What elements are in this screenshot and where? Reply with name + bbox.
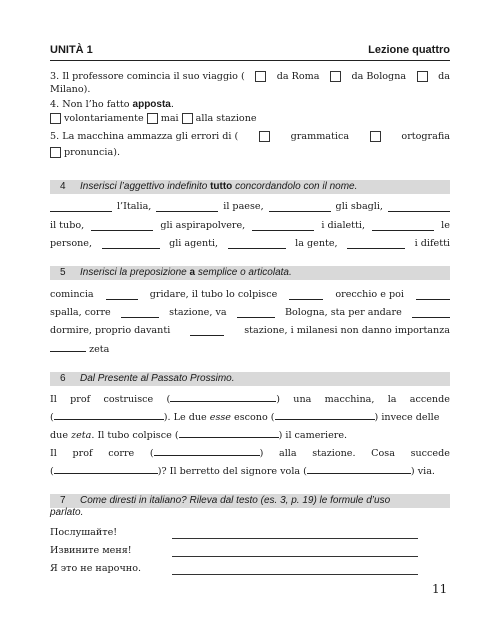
blank[interactable] — [154, 446, 260, 456]
task-number: 7 — [60, 495, 66, 506]
checkbox-ortografia[interactable] — [370, 131, 381, 142]
task-7-banner — [50, 494, 450, 508]
checkbox-pronuncia[interactable] — [50, 147, 61, 158]
blank[interactable] — [412, 308, 450, 318]
task-5-banner — [50, 266, 450, 280]
unit-title: UNITÀ 1 — [50, 44, 93, 56]
task-6-line-5: ( )? Il berretto del signore vola ( ) via. — [50, 466, 435, 477]
task-5-line-3: dormire, proprio davanti stazione, i milanesi non danno importanza — [50, 325, 450, 336]
blank[interactable] — [372, 221, 434, 231]
blank[interactable] — [190, 326, 224, 336]
page-number: 11 — [432, 582, 448, 596]
checkbox-da-milano[interactable] — [417, 71, 428, 82]
checkbox-da-roma[interactable] — [255, 71, 266, 82]
blank[interactable] — [289, 290, 323, 300]
task-5-line-4: zeta — [50, 342, 450, 356]
russian-phrase-1: Послушайте! — [50, 527, 118, 538]
task-6-banner — [50, 372, 450, 386]
blank[interactable] — [156, 202, 218, 212]
lesson-title: Lezione quattro — [368, 44, 450, 56]
blank[interactable] — [307, 464, 411, 474]
task-6-line-4: Il prof corre ( ) alla stazione. Cosa succede — [50, 447, 450, 459]
blank[interactable] — [269, 202, 331, 212]
blank[interactable] — [228, 239, 286, 249]
question-5-cont: pronuncia). — [50, 146, 450, 159]
task-4-line-2: il tubo, gli aspirapolvere, i dialetti, le — [50, 220, 450, 231]
checkbox-da-bologna[interactable] — [330, 71, 341, 82]
blank[interactable] — [50, 342, 86, 352]
blank[interactable] — [106, 290, 138, 300]
blank[interactable] — [252, 221, 314, 231]
blank[interactable] — [237, 308, 275, 318]
task-6-line-2: ( ). Le due esse escono ( ) invece delle — [50, 412, 440, 423]
checkbox-alla-stazione[interactable] — [182, 113, 193, 124]
task-instruction: Inserisci la preposizione a semplice o articolata. — [80, 267, 292, 278]
checkbox-volontariamente[interactable] — [50, 113, 61, 124]
answer-line-1[interactable] — [172, 538, 418, 539]
task-5-line-2: spalla, corre stazione, va Bologna, sta per andare — [50, 306, 450, 319]
blank[interactable] — [102, 239, 160, 249]
checkbox-mai[interactable] — [147, 113, 158, 124]
question-3-cont: Milano). — [50, 84, 91, 95]
task-instruction: Dal Presente al Passato Prossimo. — [80, 373, 235, 384]
blank[interactable] — [50, 202, 112, 212]
task-number: 5 — [60, 267, 66, 278]
blank[interactable] — [275, 410, 375, 420]
task-instruction: Come diresti in italiano? Rileva dal testo (es. 3, p. 19) le formule d’uso — [80, 495, 391, 506]
blank[interactable] — [91, 221, 153, 231]
task-4-banner — [50, 180, 450, 194]
russian-phrase-2: Извините меня! — [50, 545, 132, 556]
task-instruction: Inserisci l’aggettivo indefinito tutto concordandolo con il nome. — [80, 181, 358, 192]
task-number: 6 — [60, 373, 66, 384]
task-5-line-1: comincia gridare, il tubo lo colpisce orecchio e poi — [50, 288, 450, 301]
blank[interactable] — [388, 202, 450, 212]
checkbox-grammatica[interactable] — [259, 131, 270, 142]
blank[interactable] — [54, 464, 158, 474]
blank[interactable] — [347, 239, 405, 249]
blank[interactable] — [170, 392, 276, 402]
task-4-line-3: persone, gli agenti, la gente, i difetti — [50, 238, 450, 249]
question-5: 5. La macchina ammazza gli errori di ( grammatica ortografia — [50, 131, 450, 142]
question-4-options: volontariamente mai alla stazione — [50, 112, 450, 125]
task-6-line-3: due zeta. Il tubo colpisce ( ) il cameriere. — [50, 430, 348, 441]
task-6-line-1: Il prof costruisce ( ) una macchina, la accende — [50, 393, 450, 405]
blank[interactable] — [416, 290, 450, 300]
answer-line-2[interactable] — [172, 556, 418, 557]
russian-phrase-3: Я это не нарочно. — [50, 563, 142, 574]
page-header — [50, 44, 450, 61]
task-4-line-1: l’Italia, il paese, gli sbagli, — [50, 200, 450, 213]
task-7-instruction-cont: parlato. — [50, 507, 84, 518]
answer-line-3[interactable] — [172, 574, 418, 575]
task-number: 4 — [60, 181, 66, 192]
question-4: 4. Non l’ho fatto apposta. — [50, 99, 174, 110]
question-3: 3. Il professore comincia il suo viaggio ( da Roma da Bologna da — [50, 71, 450, 82]
blank[interactable] — [179, 428, 279, 438]
blank[interactable] — [54, 410, 164, 420]
blank[interactable] — [121, 308, 159, 318]
